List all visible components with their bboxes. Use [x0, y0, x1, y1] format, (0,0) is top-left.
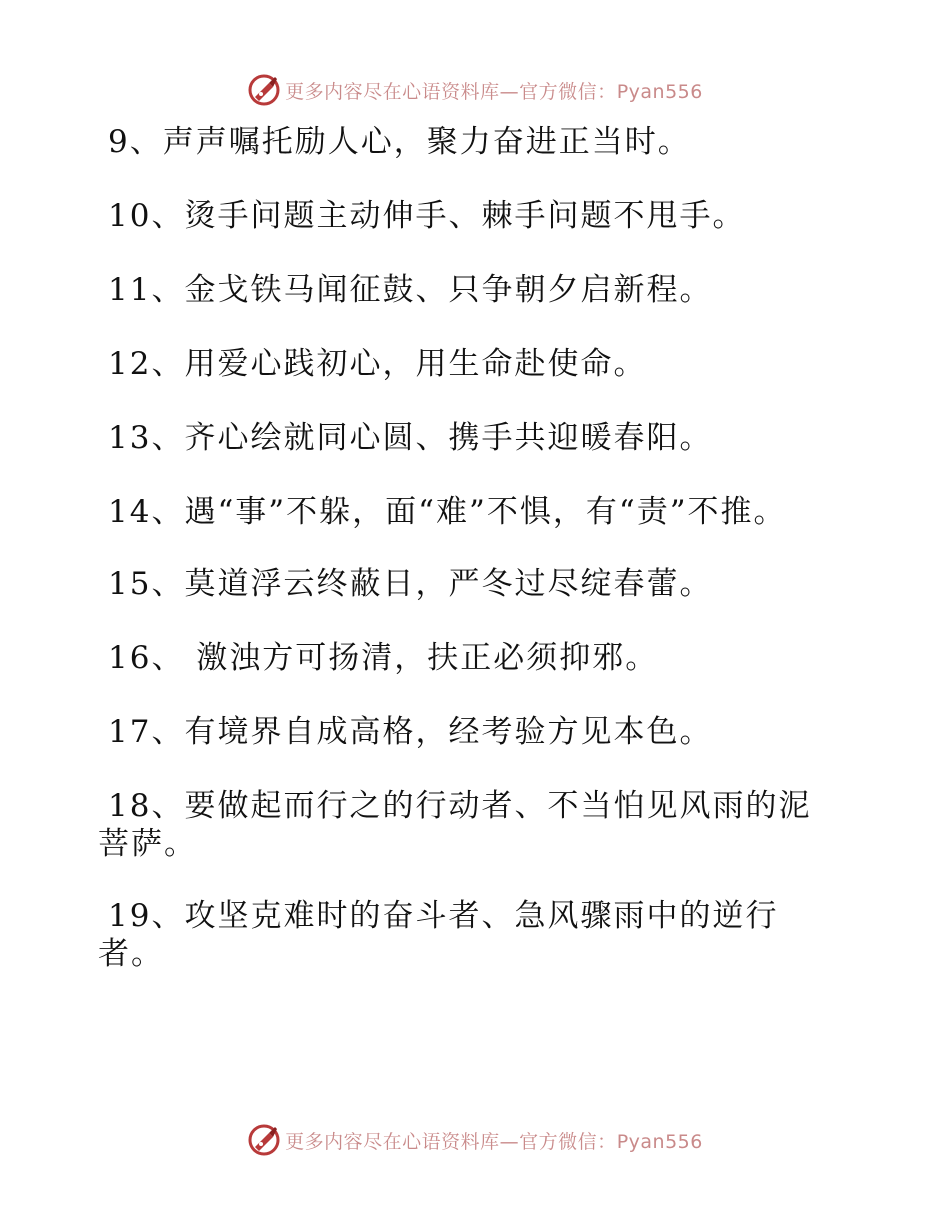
slogan-text: 莫道浮云终蔽日，严冬过尽绽春蕾。 — [184, 566, 713, 602]
slogan-list — [98, 123, 838, 1007]
pen-nib-logo-icon — [247, 73, 281, 107]
banner-site-text: 更多内容尽在心语资料库 — [285, 80, 500, 103]
slogan-number: 10、 — [108, 198, 185, 234]
slogan-text: 遇“事”不躲，面“难”不惧，有“责”不推。 — [184, 494, 787, 530]
banner-wechat-id: Pyan556 — [616, 1130, 703, 1153]
slogan-number: 13、 — [108, 420, 185, 456]
banner-site-text: 更多内容尽在心语资料库 — [285, 1130, 500, 1153]
slogan-number: 18、 — [108, 788, 185, 824]
slogan-number: 9、 — [108, 124, 163, 160]
header-banner — [0, 70, 950, 110]
slogan-line-14 — [98, 493, 838, 531]
slogan-number: 19、 — [108, 898, 185, 934]
slogan-number: 16、 — [108, 640, 185, 676]
slogan-text: 用爱心践初心，用生命赴使命。 — [184, 346, 647, 382]
slogan-line-9 — [98, 123, 838, 161]
pen-nib-logo-icon — [247, 1123, 281, 1157]
slogan-line-16 — [98, 639, 838, 677]
slogan-number: 17、 — [108, 714, 185, 750]
slogan-line-19 — [98, 897, 838, 973]
banner-separator: — — [499, 1130, 520, 1153]
slogan-line-10 — [98, 197, 838, 235]
slogan-line-12 — [98, 345, 838, 383]
banner-text — [285, 77, 703, 104]
slogan-text: 齐心绘就同心圆、携手共迎暖春阳。 — [184, 420, 713, 456]
banner-wechat-id: Pyan556 — [616, 80, 703, 103]
slogan-line-13 — [98, 419, 838, 457]
banner-separator: — — [499, 80, 520, 103]
slogan-line-18 — [98, 787, 838, 863]
slogan-text: 攻坚克难时的奋斗者、急风骤雨中的逆行者。 — [98, 898, 779, 972]
slogan-text: 声声嘱托励人心，聚力奋进正当时。 — [162, 124, 691, 160]
slogan-line-17 — [98, 713, 838, 751]
banner-wechat-label: 官方微信： — [519, 1130, 617, 1153]
banner-wechat-label: 官方微信： — [519, 80, 617, 103]
slogan-number: 14、 — [108, 494, 185, 530]
slogan-text: 有境界自成高格，经考验方见本色。 — [184, 714, 713, 750]
slogan-line-15 — [98, 565, 838, 603]
slogan-text: 金戈铁马闻征鼓、只争朝夕启新程。 — [184, 272, 713, 308]
slogan-number: 12、 — [108, 346, 185, 382]
footer-banner — [0, 1120, 950, 1160]
slogan-text: 要做起而行之的行动者、不当怕见风雨的泥菩萨。 — [98, 788, 812, 862]
slogan-number: 15、 — [108, 566, 185, 602]
slogan-number: 11、 — [108, 272, 185, 308]
slogan-text: 烫手问题主动伸手、棘手问题不甩手。 — [184, 198, 746, 234]
slogan-line-11 — [98, 271, 838, 309]
banner-text — [285, 1127, 703, 1154]
slogan-text: 激浊方可扬清，扶正必须抑邪。 — [184, 640, 659, 676]
